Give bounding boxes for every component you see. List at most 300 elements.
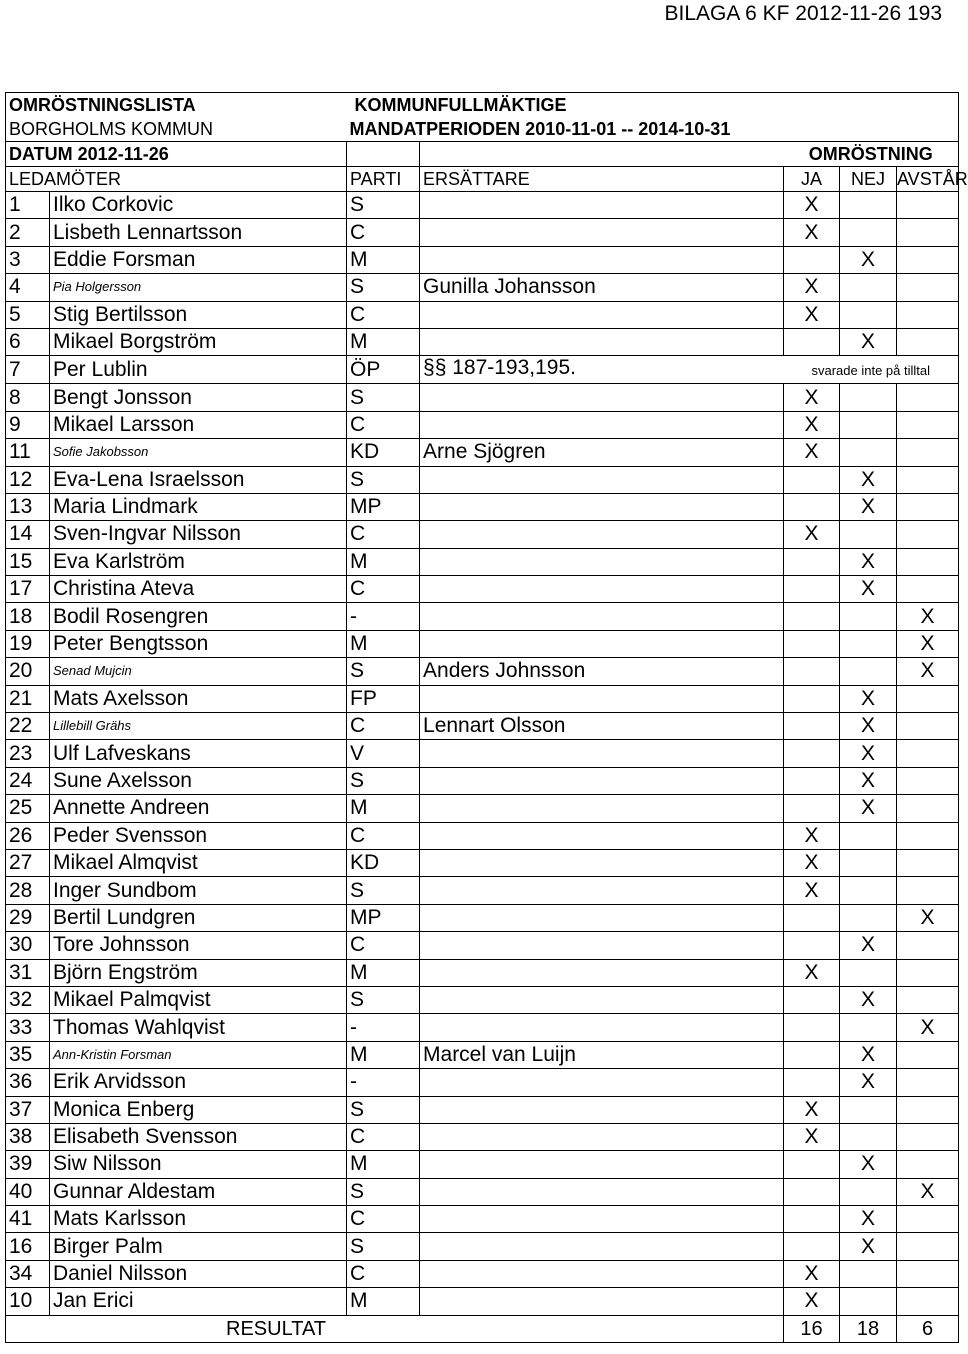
member-number: 21 [6,685,50,712]
table-row [6,849,959,876]
substitute [420,521,784,548]
vote-yes [784,713,840,740]
substitute [420,1151,784,1178]
member-name: Mikael Almqvist [50,849,347,876]
vote-abstain [897,685,959,712]
vote-yes [784,795,840,822]
member-party: S [347,1096,420,1123]
member-party: S [347,658,420,685]
table-row [6,192,959,219]
vote-yes [784,740,840,767]
vote-abstain [897,192,959,219]
member-name: Bertil Lundgren [50,904,347,931]
vote-abstain: X [897,603,959,630]
vote-no: X [840,986,897,1013]
member-party: ÖP [347,356,420,384]
member-party: S [347,384,420,411]
substitute [420,904,784,931]
member-number: 4 [6,274,50,301]
table-row [6,548,959,575]
table-row [6,603,959,630]
substitute [420,246,784,273]
vote-yes [784,603,840,630]
table-row [6,1123,959,1150]
member-name: Christina Ateva [50,576,347,603]
vote-date: DATUM 2012-11-26 [6,142,347,167]
vote-abstain [897,466,959,493]
vote-yes: X [784,274,840,301]
member-number: 31 [6,959,50,986]
vote-no: X [840,740,897,767]
vote-yes [784,767,840,794]
member-party: C [347,521,420,548]
vote-yes: X [784,1260,840,1287]
table-row [6,411,959,438]
member-number: 17 [6,576,50,603]
col-abstain: AVSTÅR [897,167,959,192]
vote-abstain: X [897,904,959,931]
member-name: Daniel Nilsson [50,1260,347,1287]
vote-yes: X [784,959,840,986]
vote-no [840,1260,897,1287]
vote-table [5,92,968,1343]
table-row [6,822,959,849]
vote-no [840,439,897,466]
vote-abstain [897,713,959,740]
member-name: Mikael Palmqvist [50,986,347,1013]
substitute [420,328,784,355]
vote-no: X [840,1041,897,1068]
vote-yes [784,576,840,603]
table-row [6,904,959,931]
vote-no: X [840,932,897,959]
member-number: 2 [6,219,50,246]
vote-no [840,192,897,219]
table-row [6,658,959,685]
table-row [6,384,959,411]
vote-abstain [897,959,959,986]
vote-yes: X [784,219,840,246]
vote-yes: X [784,849,840,876]
member-party: M [347,959,420,986]
substitute: Anders Johnsson [420,658,784,685]
vote-no: X [840,466,897,493]
member-name: Mikael Larsson [50,411,347,438]
table-row [6,986,959,1013]
substitute [420,1178,784,1205]
member-party: M [347,630,420,657]
vote-abstain [897,411,959,438]
result-abstain: 6 [897,1315,959,1342]
vote-yes [784,1206,840,1233]
vote-abstain [897,1206,959,1233]
member-number: 5 [6,301,50,328]
member-number: 15 [6,548,50,575]
vote-yes [784,986,840,1013]
vote-no: X [840,685,897,712]
vote-abstain [897,932,959,959]
substitute [420,192,784,219]
substitute [420,411,784,438]
member-number: 7 [6,356,50,384]
substitute [420,1123,784,1150]
table-row [6,466,959,493]
substitute: Lennart Olsson [420,713,784,740]
vote-abstain [897,1123,959,1150]
member-party: M [347,795,420,822]
vote-abstain: X [897,630,959,657]
member-number: 24 [6,767,50,794]
table-row [6,1151,959,1178]
member-number: 32 [6,986,50,1013]
substitute [420,219,784,246]
member-number: 25 [6,795,50,822]
result-label: RESULTAT [6,1315,784,1342]
member-name: Gunnar Aldestam [50,1178,347,1205]
council-title: KOMMUNFULLMÄKTIGE [347,93,959,118]
vote-yes: X [784,439,840,466]
member-name: Inger Sundbom [50,877,347,904]
vote-abstain [897,767,959,794]
substitute [420,603,784,630]
substitute [420,932,784,959]
vote-abstain [897,439,959,466]
member-number: 27 [6,849,50,876]
vote-no [840,877,897,904]
member-number: 1 [6,192,50,219]
vote-no [840,959,897,986]
substitute [420,1260,784,1287]
vote-no [840,1123,897,1150]
member-party: C [347,822,420,849]
member-name: Mikael Borgström [50,328,347,355]
table-row [6,877,959,904]
vote-yes [784,630,840,657]
substitute-text: §§ 187-193,195. [423,356,576,380]
member-number: 10 [6,1288,50,1315]
member-name: Bodil Rosengren [50,603,347,630]
vote-no [840,301,897,328]
substitute [420,849,784,876]
vote-no: X [840,493,897,520]
vote-no: X [840,713,897,740]
substitute [420,767,784,794]
vote-abstain [897,493,959,520]
member-name: Tore Johnsson [50,932,347,959]
vote-no: X [840,1206,897,1233]
member-number: 19 [6,630,50,657]
table-row [6,1288,959,1315]
table-row [6,932,959,959]
member-number: 28 [6,877,50,904]
vote-abstain [897,219,959,246]
member-party: MP [347,904,420,931]
substitute [420,1096,784,1123]
member-number: 41 [6,1206,50,1233]
vote-yes: X [784,822,840,849]
member-name: Jan Erici [50,1288,347,1315]
col-substitute: ERSÄTTARE [420,167,784,192]
table-row [6,356,959,384]
vote-yes [784,904,840,931]
member-party: FP [347,685,420,712]
member-party: S [347,274,420,301]
member-name: Eddie Forsman [50,246,347,273]
vote-no [840,1288,897,1315]
result-no: 18 [840,1315,897,1342]
result-row [6,1315,959,1342]
table-row [6,1014,959,1041]
member-party: S [347,1178,420,1205]
vote-yes [784,1014,840,1041]
vote-abstain [897,274,959,301]
table-row [6,795,959,822]
member-name: Peder Svensson [50,822,347,849]
vote-abstain [897,849,959,876]
vote-no: X [840,576,897,603]
table-row [6,713,959,740]
table-row [6,1096,959,1123]
member-number: 9 [6,411,50,438]
vote-yes: X [784,411,840,438]
member-name: Sven-Ingvar Nilsson [50,521,347,548]
member-name: Ulf Lafveskans [50,740,347,767]
vote-no: X [840,328,897,355]
municipality: BORGHOLMS KOMMUN [6,117,347,142]
member-name: Peter Bengtsson [50,630,347,657]
empty-cell [420,142,784,167]
member-number: 38 [6,1123,50,1150]
member-party: S [347,767,420,794]
substitute [420,384,784,411]
member-name: Pia Holgersson [50,274,347,301]
vote-abstain [897,521,959,548]
member-name: Sofie Jakobsson [50,439,347,466]
vote-no [840,1014,897,1041]
member-name: Mats Karlsson [50,1206,347,1233]
member-number: 30 [6,932,50,959]
member-name: Lisbeth Lennartsson [50,219,347,246]
vote-abstain [897,1096,959,1123]
member-name: Senad Mujcin [50,658,347,685]
member-number: 29 [6,904,50,931]
table-row [6,1233,959,1260]
member-number: 6 [6,328,50,355]
member-name: Maria Lindmark [50,493,347,520]
vote-no: X [840,767,897,794]
member-party: C [347,1260,420,1287]
table-row [6,301,959,328]
vote-yes: X [784,877,840,904]
col-no: NEJ [840,167,897,192]
member-number: 3 [6,246,50,273]
vote-yes: X [784,1096,840,1123]
member-number: 39 [6,1151,50,1178]
col-yes: JA [784,167,840,192]
vote-abstain [897,877,959,904]
table-row [6,246,959,273]
member-party: M [347,246,420,273]
substitute [420,301,784,328]
member-number: 20 [6,658,50,685]
member-number: 37 [6,1096,50,1123]
member-party: M [347,328,420,355]
vote-no: X [840,795,897,822]
vote-abstain [897,1041,959,1068]
member-name: Birger Palm [50,1233,347,1260]
member-name: Eva Karlström [50,548,347,575]
vote-yes [784,1069,840,1096]
member-party: - [347,1014,420,1041]
vote-no: X [840,246,897,273]
member-party: - [347,1069,420,1096]
vote-yes: X [784,192,840,219]
vote-yes [784,1151,840,1178]
vote-abstain: X [897,1178,959,1205]
member-name: Siw Nilsson [50,1151,347,1178]
member-number: 18 [6,603,50,630]
member-party: S [347,877,420,904]
member-number: 35 [6,1041,50,1068]
substitute [420,576,784,603]
member-name: Per Lublin [50,356,347,384]
vote-abstain [897,301,959,328]
member-number: 40 [6,1178,50,1205]
member-party: KD [347,439,420,466]
vote-yes: X [784,1288,840,1315]
vote-title: OMRÖSTNING [784,142,959,167]
empty-cell [347,142,420,167]
vote-abstain [897,1151,959,1178]
vote-no [840,219,897,246]
vote-no [840,411,897,438]
vote-no [840,849,897,876]
substitute [420,795,784,822]
table-row [6,328,959,355]
substitute [420,466,784,493]
member-party: C [347,301,420,328]
table-row [6,767,959,794]
vote-yes [784,246,840,273]
vote-yes [784,328,840,355]
vote-no [840,630,897,657]
member-party: S [347,986,420,1013]
vote-yes: X [784,521,840,548]
vote-no [840,904,897,931]
member-number: 22 [6,713,50,740]
substitute [420,740,784,767]
vote-abstain [897,1233,959,1260]
substitute [420,822,784,849]
member-name: Thomas Wahlqvist [50,1014,347,1041]
member-name: Sune Axelsson [50,767,347,794]
substitute [420,1014,784,1041]
note-text: svarade inte på tilltal [811,363,931,379]
result-yes: 16 [784,1315,840,1342]
member-number: 12 [6,466,50,493]
member-party: C [347,1206,420,1233]
vote-no [840,274,897,301]
table-row [6,1069,959,1096]
vote-abstain [897,1260,959,1287]
vote-no: X [840,1233,897,1260]
member-number: 13 [6,493,50,520]
member-name: Ilko Corkovic [50,192,347,219]
vote-yes [784,685,840,712]
vote-yes [784,932,840,959]
member-party: S [347,1233,420,1260]
member-party: - [347,603,420,630]
substitute [420,959,784,986]
substitute [420,877,784,904]
substitute [420,493,784,520]
vote-abstain [897,548,959,575]
member-name: Mats Axelsson [50,685,347,712]
vote-abstain [897,328,959,355]
member-party: M [347,1041,420,1068]
vote-yes: X [784,1123,840,1150]
member-number: 23 [6,740,50,767]
member-number: 14 [6,521,50,548]
vote-yes [784,493,840,520]
member-party: S [347,192,420,219]
vote-no [840,1178,897,1205]
vote-yes: X [784,384,840,411]
vote-abstain [897,740,959,767]
table-row [6,959,959,986]
member-number: 33 [6,1014,50,1041]
vote-abstain: X [897,1014,959,1041]
vote-no [840,384,897,411]
substitute [420,1288,784,1315]
table-row [6,685,959,712]
table-row [6,521,959,548]
table-row [6,740,959,767]
vote-yes [784,548,840,575]
table-row [6,1260,959,1287]
member-party: S [347,466,420,493]
member-party: C [347,1123,420,1150]
page-header: BILAGA 6 KF 2012-11-26 193 [664,2,942,25]
vote-yes: X [784,301,840,328]
mandate-period: MANDATPERIODEN 2010-11-01 -- 2014-10-31 [347,117,959,142]
member-party: M [347,548,420,575]
table-row [6,576,959,603]
member-number: 8 [6,384,50,411]
member-number: 26 [6,822,50,849]
substitute [420,1206,784,1233]
vote-abstain [897,986,959,1013]
member-party: M [347,1151,420,1178]
vote-abstain: X [897,658,959,685]
vote-no [840,603,897,630]
vote-abstain [897,795,959,822]
member-name: Monica Enberg [50,1096,347,1123]
member-name: Bengt Jonsson [50,384,347,411]
member-name: Annette Andreen [50,795,347,822]
vote-yes [784,1041,840,1068]
vote-abstain [897,576,959,603]
substitute [420,630,784,657]
member-party: C [347,411,420,438]
member-number: 11 [6,439,50,466]
vote-no [840,658,897,685]
substitute [420,356,959,384]
substitute [420,548,784,575]
list-title: OMRÖSTNINGSLISTA [6,93,347,118]
substitute [420,1233,784,1260]
table-row [6,439,959,466]
